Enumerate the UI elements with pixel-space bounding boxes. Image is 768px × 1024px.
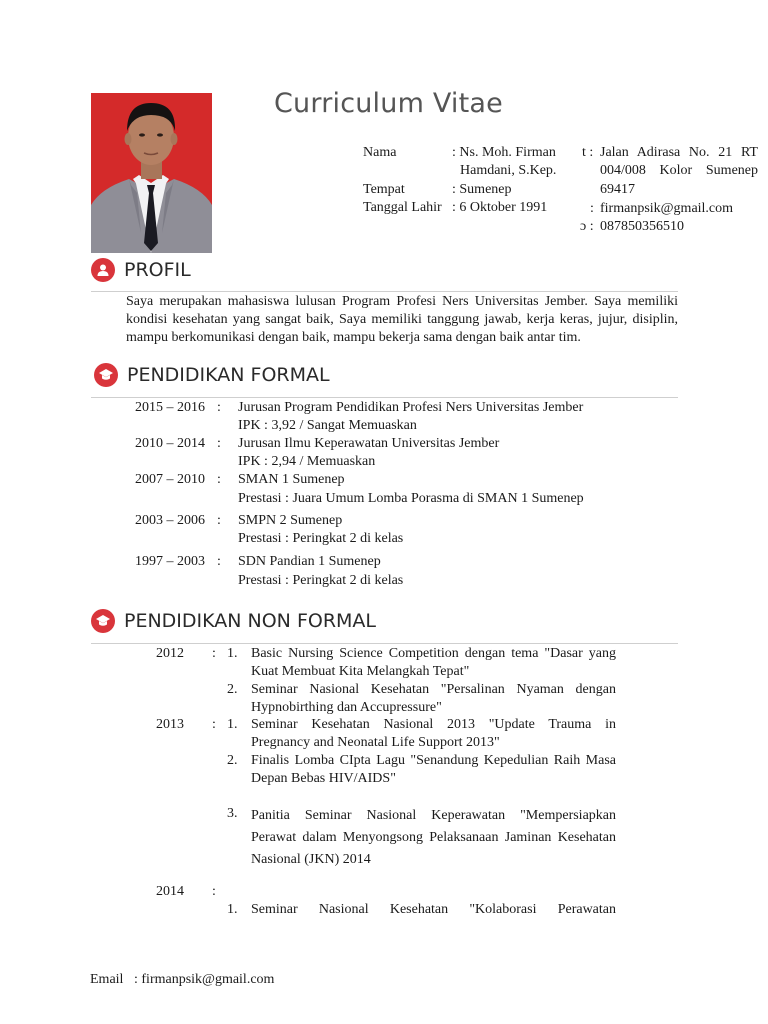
email-marker: : (590, 201, 594, 216)
list-item-number: 1. (227, 902, 238, 917)
formal-detail: Prestasi : Peringkat 2 di kelas (238, 531, 404, 546)
place-label: Tempat (363, 182, 405, 197)
profile-photo (91, 93, 212, 253)
formal-detail: IPK : 3,92 / Sangat Memuaskan (238, 418, 417, 433)
formal-institution: Jurusan Program Pendidikan Profesi Ners Universitas Jember (238, 400, 584, 415)
formal-colon: : (217, 400, 221, 415)
dob-label: Tanggal Lahir (363, 200, 442, 215)
formal-detail: IPK : 2,94 / Memuaskan (238, 454, 376, 469)
formal-title: PENDIDIKAN FORMAL (127, 364, 330, 386)
formal-years: 2015 – 2016 (135, 400, 205, 415)
graduation-cap-icon (91, 609, 115, 633)
profil-title: PROFIL (124, 259, 191, 281)
formal-divider (91, 397, 678, 398)
portrait-illustration (91, 93, 212, 253)
formal-years: 2010 – 2014 (135, 436, 205, 451)
profil-divider (91, 291, 678, 292)
list-item: Seminar Kesehatan Nasional 2013 "Update Trauma in Pregnancy and Neonatal Life Support 2013" (251, 717, 616, 750)
formal-institution: SMPN 2 Sumenep (238, 513, 343, 528)
list-item: Seminar Nasional Kesehatan "Persalinan Nyaman dengan Hypnobirthing dan Accupressure" (251, 682, 616, 715)
name-value-continued: Hamdani, S.Kep. (460, 163, 557, 178)
address-marker: t : (582, 145, 594, 160)
formal-years: 2007 – 2010 (135, 472, 205, 487)
nonformal-colon: : (212, 884, 216, 899)
list-item: Seminar Nasional Kesehatan "Kolaborasi Perawatan (251, 902, 616, 917)
name-value: : Ns. Moh. Firman (452, 145, 556, 160)
nonformal-colon: : (212, 646, 216, 661)
formal-institution: SDN Pandian 1 Sumenep (238, 554, 381, 569)
formal-detail: Prestasi : Peringkat 2 di kelas (238, 573, 404, 588)
nonformal-year: 2013 (156, 717, 184, 732)
nonformal-heading (91, 609, 376, 633)
list-item: Finalis Lomba CIpta Lagu "Senandung Kepedulian Raih Masa Depan Bebas HIV/AIDS" (251, 753, 616, 786)
list-item-number: 3. (227, 806, 238, 821)
phone-marker: ɔ : (580, 219, 594, 234)
address-line-3: 69417 (600, 182, 635, 197)
formal-colon: : (217, 472, 221, 487)
formal-institution: SMAN 1 Sumenep (238, 472, 345, 487)
formal-institution: Jurusan Ilmu Keperawatan Universitas Jember (238, 436, 500, 451)
name-label: Nama (363, 145, 397, 160)
nonformal-title: PENDIDIKAN NON FORMAL (124, 610, 377, 632)
formal-years: 2003 – 2006 (135, 513, 205, 528)
list-item: Panitia Seminar Nasional Keperawatan "Mempersiapkan Perawat dalam Menyongsong Pelaksanaan Jaminan Kesehatan Nasional (JKN) 2014 (251, 808, 616, 867)
list-item-number: 2. (227, 682, 238, 697)
formal-colon: : (217, 554, 221, 569)
place-value: : Sumenep (452, 182, 512, 197)
profil-text: Saya merupakan mahasiswa lulusan Program Profesi Ners Universitas Jember. Saya memiliki kondisi kesehatan yang sangat baik, Saya memiliki tanggung jawab, kerja keras, jujur, disiplin, mampu berkomunikasi dengan baik, mampu bekerja sama dengan baik antar tim. (126, 294, 678, 345)
page-title: Curriculum Vitae (274, 88, 503, 119)
graduation-cap-icon (94, 363, 118, 387)
formal-colon: : (217, 513, 221, 528)
phone-value: 087850356510 (600, 219, 684, 234)
list-item-number: 1. (227, 717, 238, 732)
formal-heading (94, 363, 330, 387)
formal-detail: Prestasi : Juara Umum Lomba Porasma di SMAN 1 Sumenep (238, 491, 584, 506)
address-line-2: 004/008 Kolor Sumenep (600, 163, 758, 178)
list-item-number: 1. (227, 646, 238, 661)
profil-heading (91, 258, 191, 282)
footer-email-value[interactable]: : firmanpsik@gmail.com (134, 972, 275, 987)
formal-colon: : (217, 436, 221, 451)
footer-email-label: Email (90, 972, 124, 987)
address-line-1: Jalan Adirasa No. 21 RT (600, 145, 758, 160)
nonformal-year: 2014 (156, 884, 184, 899)
list-item-number: 2. (227, 753, 238, 768)
email-value[interactable]: firmanpsik@gmail.com (600, 201, 734, 216)
nonformal-colon: : (212, 717, 216, 732)
formal-years: 1997 – 2003 (135, 554, 205, 569)
list-item: Basic Nursing Science Competition dengan tema "Dasar yang Kuat Membuat Kita Melangkah Tepat" (251, 646, 616, 679)
nonformal-divider (91, 643, 678, 644)
dob-value: : 6 Oktober 1991 (452, 200, 548, 215)
user-icon (91, 258, 115, 282)
nonformal-year: 2012 (156, 646, 184, 661)
